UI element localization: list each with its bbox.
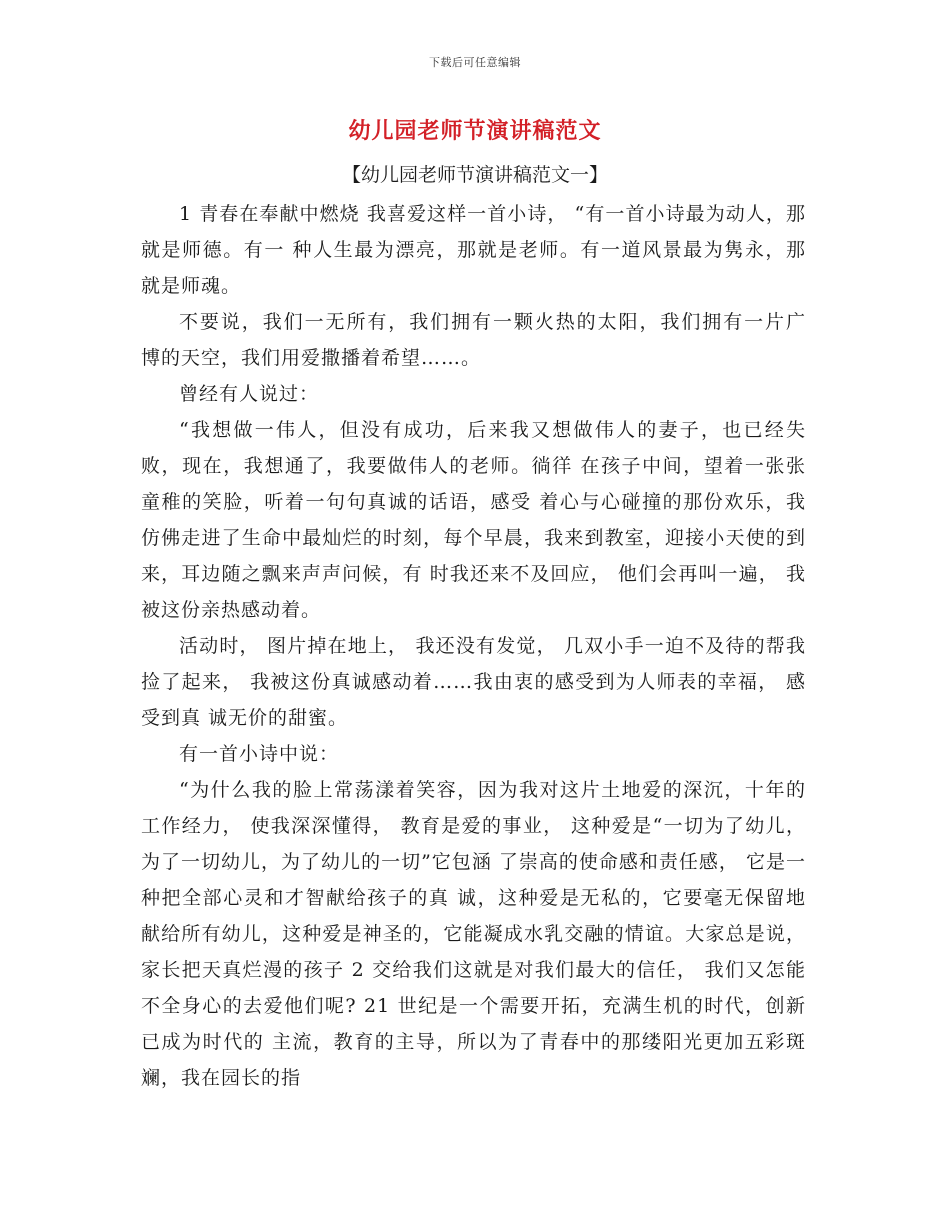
header-note: 下载后可任意编辑 (429, 56, 521, 69)
paragraph: 不要说，我们一无所有，我们拥有一颗火热的太阳，我们拥有一片广 博的天空，我们用爱撒播着希望……。 (141, 311, 806, 369)
document-body (141, 196, 806, 1096)
paragraph: 1 青春在奉献中燃烧 我喜爱这样一首小诗， “有一首小诗最为动人，那就是师德。有一 种人生最为漂亮，那就是老师。有一道风景最为隽永，那就是师魂。 (141, 203, 806, 297)
document-title: 幼儿园老师节演讲稿范文 (348, 118, 602, 144)
paragraph: “我想做一伟人，但没有成功，后来我又想做伟人的妻子，也已经失败，现在，我想通了，我要做伟人的老师。徜徉 在孩子中间，望着一张张童稚的笑脸，听着一句句真诚的话语，感受 着心与心碰撞的那份欢乐，我仿佛走进了生命中最灿烂的时刻，每个早晨，我来到教室，迎接小天使的到来，耳边随之飘来声声问候，有 时我还来不及回应， 他们会再叫一遍， 我被这份亲热感动着。 (141, 419, 806, 621)
paragraph: 曾经有人说过： (179, 383, 320, 405)
paragraph: “为什么我的脸上常荡漾着笑容，因为我对这片土地爱的深沉，十年的工作经力， 使我深深懂得， 教育是爱的事业， 这种爱是“一切为了幼儿，为了一切幼儿，为了幼儿的一切”它包涵 了崇高的使命感和责任感， 它是一种把全部心灵和才智献给孩子的真 诚，这种爱是无私的，它要毫无保留地献给所有幼儿，这种爱是神圣的，它能凝成水乳交融的情谊。大家总是说，家长把天真烂漫的孩子 2 交给我们这就是对我们最大的信任， 我们又怎能不全身心的去爱他们呢? 21 世纪是一个需要开拓，充满生机的时代，创新已成为时代的 主流，教育的主导，所以为了青春中的那缕阳光更加五彩斑斓，我在园长的指 (141, 779, 806, 1089)
paragraph: 活动时， 图片掉在地上， 我还没有发觉， 几双小手一迫不及待的帮我捡了起来， 我被这份真诚感动着……我由衷的感受到为人师表的幸福， 感受到真 诚无价的甜蜜。 (141, 635, 806, 729)
section-title: 【幼儿园老师节演讲稿范文一】 (341, 164, 608, 186)
paragraph: 有一首小诗中说： (179, 743, 340, 765)
